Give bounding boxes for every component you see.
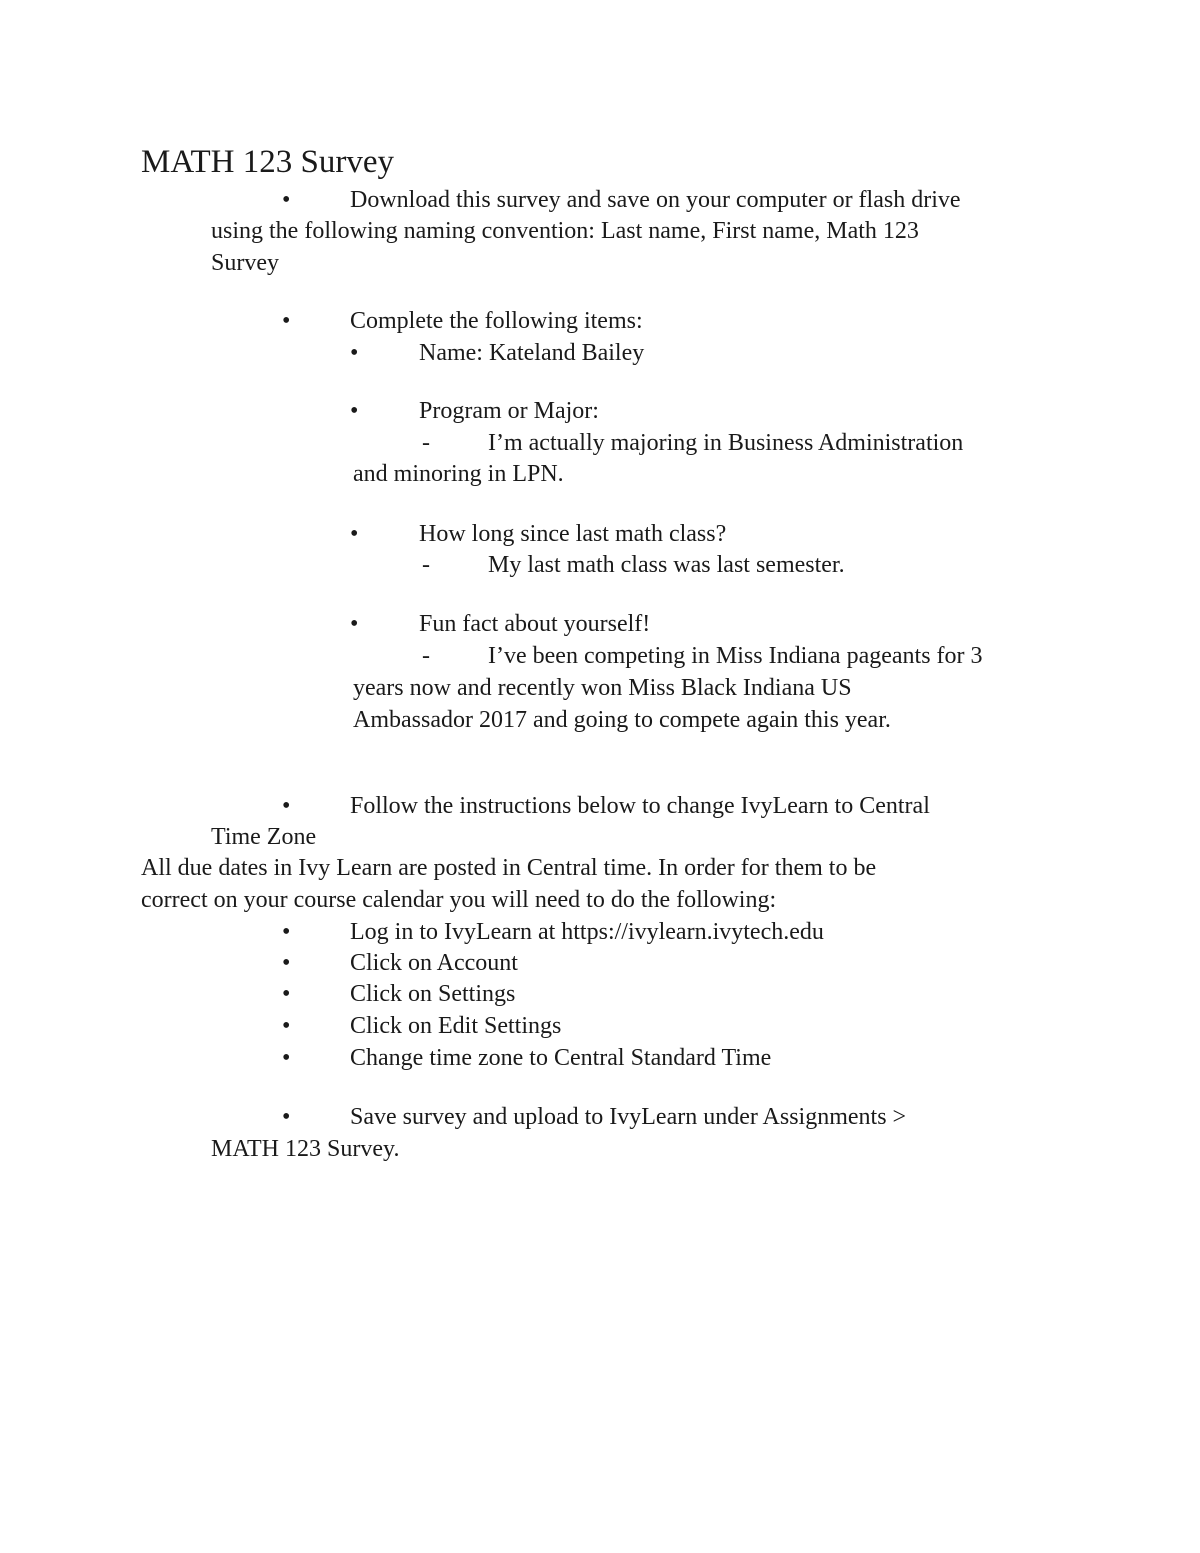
timezone-instruction-line2: Time Zone <box>211 824 317 850</box>
step-settings: Click on Settings <box>350 981 516 1007</box>
download-instruction-line2: using the following naming convention: Last name, First name, Math 123 <box>211 218 919 244</box>
bullet: • <box>282 1104 291 1130</box>
bullet: • <box>282 1013 291 1039</box>
bullet: • <box>282 308 291 334</box>
save-instruction-line2: MATH 123 Survey. <box>211 1136 400 1162</box>
fun-fact-label: Fun fact about yourself! <box>419 611 651 637</box>
bullet: • <box>350 340 359 366</box>
bullet: • <box>282 1045 291 1071</box>
document-title: MATH 123 Survey <box>141 144 394 180</box>
fun-fact-answer-line3: Ambassador 2017 and going to compete again this year. <box>353 707 891 733</box>
dash-marker: - <box>422 430 430 456</box>
bullet: • <box>350 398 359 424</box>
program-answer-line1: I’m actually majoring in Business Administration <box>488 430 964 456</box>
complete-items-heading: Complete the following items: <box>350 308 643 334</box>
fun-fact-answer-line1: I’ve been competing in Miss Indiana pageants for 3 <box>488 643 983 669</box>
download-instruction-line3: Survey <box>211 250 279 276</box>
dash-marker: - <box>422 552 430 578</box>
bullet: • <box>282 187 291 213</box>
bullet: • <box>282 981 291 1007</box>
bullet: • <box>350 521 359 547</box>
program-answer-line2: and minoring in LPN. <box>353 461 564 487</box>
dash-marker: - <box>422 643 430 669</box>
bullet: • <box>282 793 291 819</box>
name-item: Name: Kateland Bailey <box>419 340 645 366</box>
step-log-in: Log in to IvyLearn at https://ivylearn.ivytech.edu <box>350 919 824 945</box>
download-instruction-line1: Download this survey and save on your computer or flash drive <box>350 187 961 213</box>
bullet: • <box>350 611 359 637</box>
timezone-paragraph-line1: All due dates in Ivy Learn are posted in Central time. In order for them to be <box>141 855 877 881</box>
step-edit-settings: Click on Edit Settings <box>350 1013 562 1039</box>
bullet: • <box>282 919 291 945</box>
last-math-answer: My last math class was last semester. <box>488 552 845 578</box>
bullet: • <box>282 950 291 976</box>
step-change-timezone: Change time zone to Central Standard Time <box>350 1045 772 1071</box>
program-label: Program or Major: <box>419 398 599 424</box>
timezone-instruction-line1: Follow the instructions below to change IvyLearn to Central <box>350 793 930 819</box>
last-math-label: How long since last math class? <box>419 521 727 547</box>
step-account: Click on Account <box>350 950 518 976</box>
timezone-paragraph-line2: correct on your course calendar you will need to do the following: <box>141 887 777 913</box>
save-instruction-line1: Save survey and upload to IvyLearn under Assignments > <box>350 1104 907 1130</box>
fun-fact-answer-line2: years now and recently won Miss Black Indiana US <box>353 675 852 701</box>
